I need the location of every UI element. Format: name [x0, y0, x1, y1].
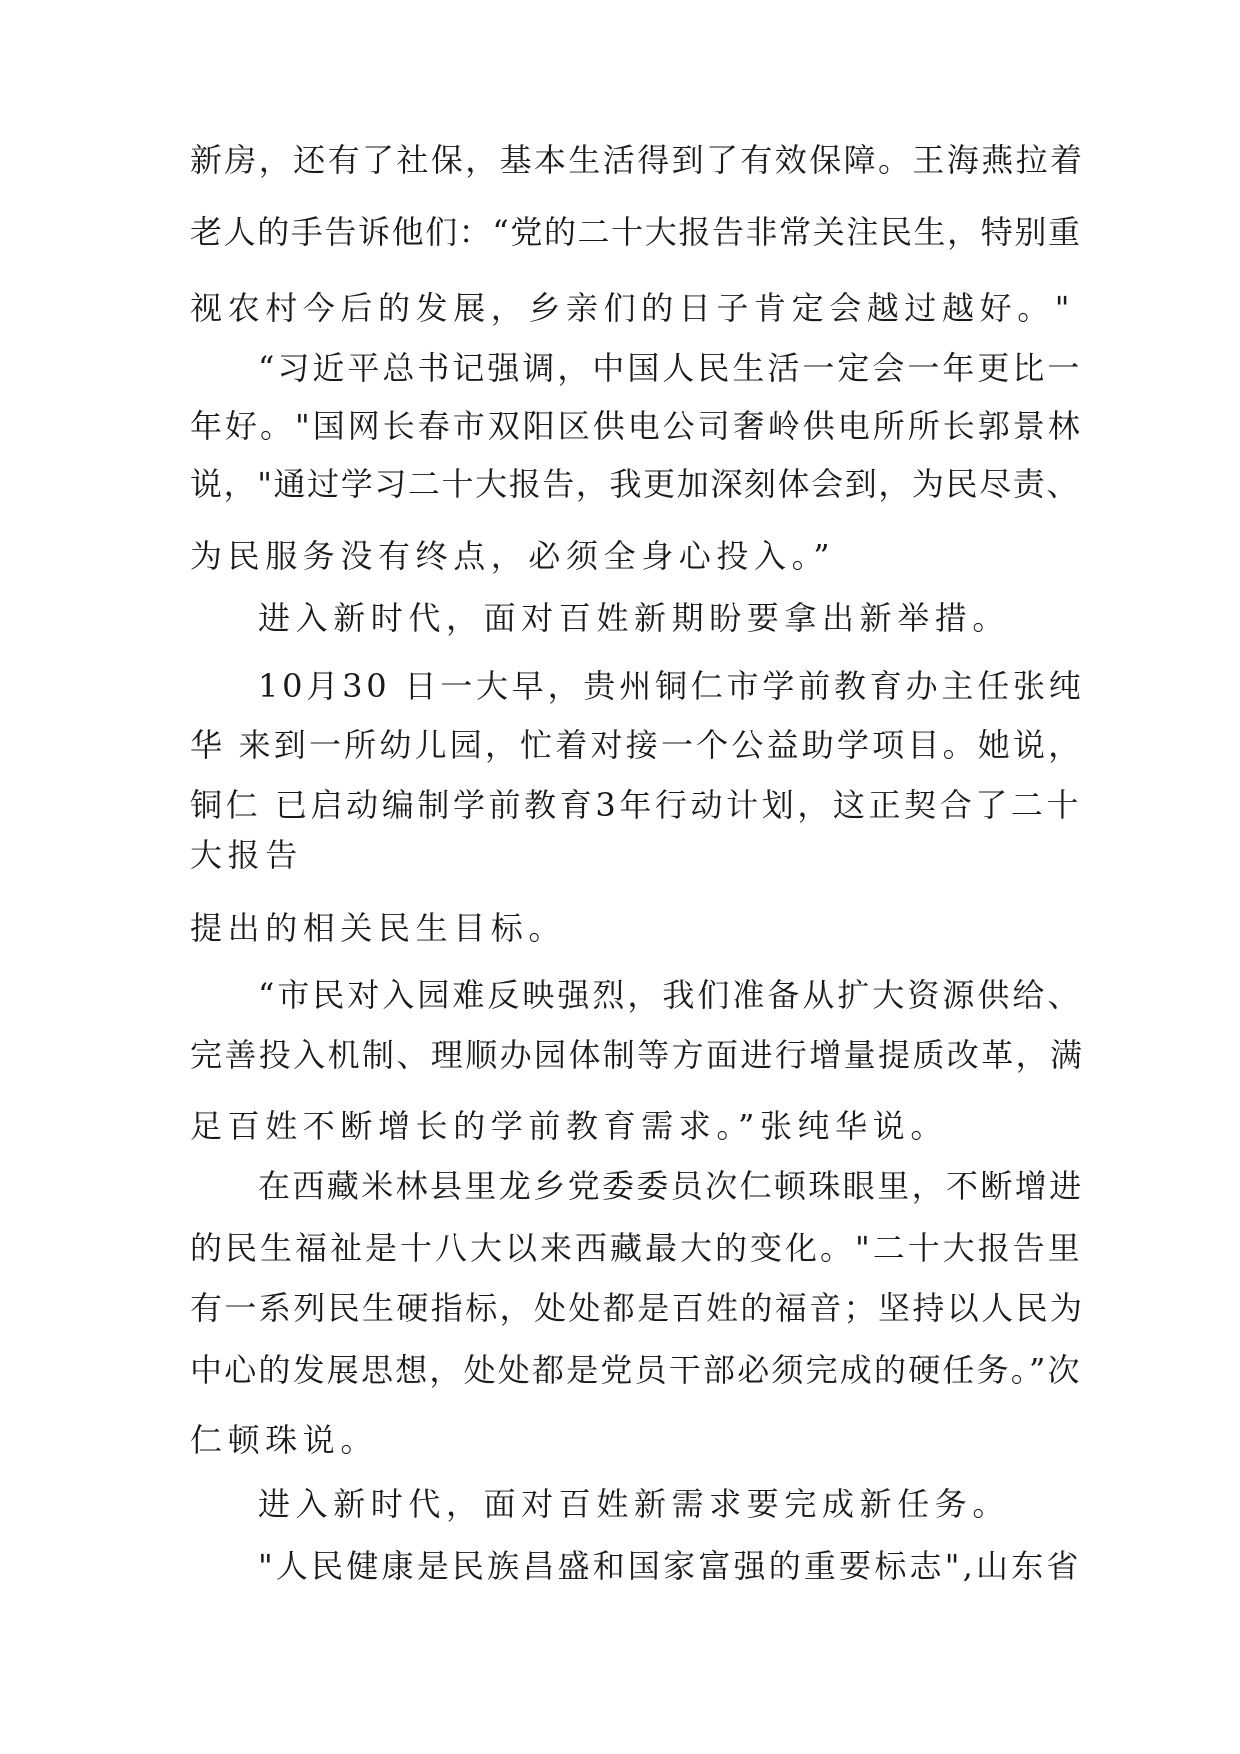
- text-line: 华 来到一所幼儿园，忙着对接一个公益助学项目。她说，: [190, 726, 1084, 764]
- text-line: 提出的相关民生目标。: [190, 909, 567, 947]
- text-line: 中心的发展思想，处处都是党员干部必须完成的硬任务。”次: [190, 1351, 1082, 1389]
- text-line: 大报告: [190, 836, 303, 874]
- text-line: 年好。"国网长春市双阳区供电公司奢岭供电所所长郭景林: [190, 407, 1083, 445]
- text-line: 完善投入机制、理顺办园体制等方面进行增量提质改革，满: [190, 1036, 1085, 1074]
- text-line: 有一系列民生硬指标，处处都是百姓的福音；坚持以人民为: [190, 1289, 1085, 1327]
- text-line: "人民健康是民族昌盛和国家富强的重要标志",山东省: [258, 1547, 1082, 1585]
- text-line: 铜仁 已启动编制学前教育3年行动计划，这正契合了二十: [190, 786, 1083, 824]
- text-line: 新房，还有了社保，基本生活得到了有效保障。王海燕拉着: [190, 141, 1085, 179]
- text-line: 仁顿珠说。: [190, 1421, 379, 1459]
- text-line: “习近平总书记强调，中国人民生活一定会一年更比一: [258, 349, 1083, 387]
- text-line: 10月30 日一大早，贵州铜仁市学前教育办主任张纯: [258, 667, 1085, 705]
- text-line: 的民生福祉是十八大以来西藏最大的变化。"二十大报告里: [190, 1229, 1083, 1267]
- text-line: 视农村今后的发展，乡亲们的日子肯定会越过越好。": [190, 289, 1076, 327]
- text-line: 进入新时代，面对百姓新期盼要拿出新举措。: [258, 599, 1011, 637]
- text-line: 进入新时代，面对百姓新需求要完成新任务。: [258, 1485, 1011, 1523]
- text-line: 为民服务没有终点，必须全身心投入。”: [190, 537, 836, 575]
- text-line: 老人的手告诉他们：“党的二十大报告非常关注民生，特别重: [190, 213, 1082, 251]
- text-line: 说，"通过学习二十大报告，我更加深刻体会到，为民尽责、: [190, 465, 1080, 503]
- text-line: 在西藏米林县里龙乡党委委员次仁顿珠眼里，不断增进: [258, 1167, 1084, 1205]
- text-line: “市民对入园难反映强烈，我们准备从扩大资源供给、: [258, 976, 1083, 1014]
- text-line: 足百姓不断增长的学前教育需求。”张纯华说。: [190, 1107, 948, 1145]
